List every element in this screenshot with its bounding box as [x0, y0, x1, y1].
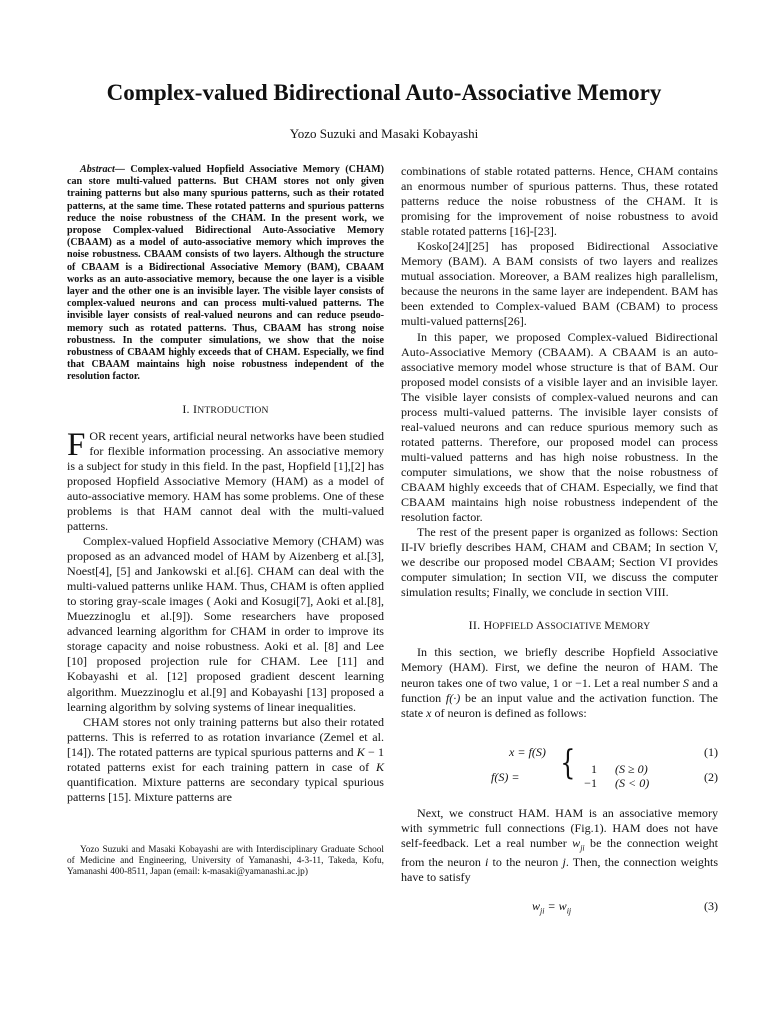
left-column [67, 164, 384, 805]
section-initial: M [604, 618, 616, 633]
ham-p1-part-a: In this section, we briefly describe Hopfield Associative Memory (HAM). First, we define the neuron of HAM. The neuron takes one of two value, 1 or −1. Let a real number [401, 645, 718, 690]
intro-p3-part-a: CHAM stores not only training patterns but also their rotated patterns. This is referred to as rotation invariance (Zemel et al.[14]). The rotated patterns are typical spurious patterns and [67, 714, 384, 759]
brace-icon: { [560, 742, 576, 783]
equation-block [401, 742, 718, 794]
intro-p3-part-b: − 1 rotated patterns exist for each training pattern in case of [67, 744, 384, 774]
intro-paragraph-1 [67, 426, 384, 534]
section-title-rest: OPFIELD [492, 621, 536, 633]
math-f: f(·) [445, 690, 461, 705]
equation-2-number: (2) [703, 769, 718, 784]
intro-paragraph-1-text: OR recent years, artificial neural networks have been studied for flexible information processing. An associative memory is a subject for study in this field. In the past, Hopfield [1],[2] has proposed Hopfield Associative Memory (HAM) as a model of auto-associative memory. HAM has some problems. One of these problems is that HAM cannot deal with the multi-valued patterns. [67, 428, 384, 533]
ham-p2-part-d: . Then, the connection weights have to satisfy [401, 855, 719, 885]
case-value: 1 [590, 761, 597, 776]
case-row-1 [577, 762, 648, 777]
math-k: K [375, 759, 384, 774]
equation-3 [401, 899, 718, 916]
case-row-2 [577, 776, 649, 791]
math-subscript: ij [566, 906, 572, 916]
equation-2-lhs: f(S) = [491, 769, 520, 784]
math-j: j [562, 855, 566, 870]
math-subscript: ji [540, 906, 545, 916]
paper-title: Complex-valued Bidirectional Auto-Associative Memory [106, 80, 662, 105]
equation-3-number: (3) [703, 899, 718, 914]
right-column [401, 164, 718, 916]
equation-3-body [532, 899, 571, 918]
math-subscript: ji [580, 843, 585, 853]
section-number: II. [468, 618, 481, 633]
intro-paragraph-4: combinations of stable rotated patterns. Hence, CHAM contains an enormous number of spurious patterns. Thus, these rotated patterns reduce the noise robustness of the CHAM. It is promising for the improvement of noise robustness to avoid stable rotated patterns [16]-[23]. [401, 164, 718, 239]
section-heading-ham [401, 618, 718, 634]
intro-paragraph-6: In this paper, we proposed Complex-valued Bidirectional Auto-Associative Memory (CBAAM). A CBAAM is an auto-associative memory model whose structure is that of BAM. Our proposed model consists of a visible layer and an invisible layer. The visible layer consists of complex-valued neurons and can process multi-valued patterns. The invisible layer consists of real-valued neurons and can reduce spurious memory such as rotated patterns. Therefore, our proposed model can process multi-valued patterns and has high noise robustness. In the computer simulations, we show that the noise robustness of CBAAM highly exceeds that of CHAM. Especially, we find that CBAAM maintains high noise robustness independent of the resolution factor. [401, 329, 718, 525]
math-i: i [485, 855, 489, 870]
math-s: S [682, 675, 689, 690]
intro-paragraph-7: The rest of the present paper is organized as follows: Section II-IV briefly describes HAM, CHAM and CBAM; In section V, we describe our proposed model CBAAM; Section VI provides computer simulation; In section VII, we discuss the computer simulation results; Finally, we conclude in section VIII. [401, 525, 718, 600]
case-value: −1 [584, 775, 597, 790]
abstract-label: Abstract [80, 164, 115, 175]
footnote: Yozo Suzuki and Masaki Kobayashi are with Interdisciplinary Graduate School of Medicine and Engineering, University of Yamanashi, 4-3-11, Takeda, Kofu, Yamanashi 400-8511, Japan (email: k-masaki@yamanashi.ac.jp) [67, 845, 384, 878]
section-title-rest: EMORY [615, 621, 651, 633]
intro-paragraph-3 [67, 715, 384, 805]
intro-paragraph-2: Complex-valued Hopfield Associative Memory (CHAM) was proposed as an advanced model of HAM by Aizenberg et al.[3], Noest[4], [5] and Jankowski et al.[6]. CHAM can deal with the multi-valued patterns unlike HAM. Thus, CHAM is often applied to storing gray-scale images ( Aoki and Kosugi[7], Aoki et al.[8], Muezzinoglu et al.[9]). Some researchers have proposed advanced learning algorithm for CHAM in order to improve its storage capacity and noise robustness. Aoki et al. [8] and Lee [10] proposed projection rule for CHAM. Lee [11] and Kobayashi et al. [12] proposed gradient descent learning algorithm. Muezzinoglu et al.[9] and Kobayashi [13] proposed a learning algorithm by solving systems of linear inequalities. [67, 534, 384, 714]
abstract-text: — Complex-valued Hopfield Associative Memory (CHAM) can store multi-valued patterns. But CHAM stores not only given training patterns but also many spurious patterns, such as their rotated patterns, at the same time. These rotated patterns and spurious patterns reduce the noise robustness of the CHAM. In the present work, we propose Complex-valued Bidirectional Auto-Associative Memory (CBAAM) as a model of auto-associative memory which improves the noise robustness. CBAAM consists of two layers. Although the structure of CBAAM is a Bidirectional Associative Memory (BAM), CBAAM works as an auto-associative memory, because the one layer is a visible layer and the other one is an invisible layer. The visible layer consists of complex-valued neurons and can process multi-valued patterns. The invisible layer consists of real-valued neurons and can reduce pseudo-memory such as rotated patterns. Thus, CBAAM has strong noise robustness. In the computer simulations, we show that the noise robustness of CBAAM highly exceeds that of CHAM. Especially, we find that CBAAM maintains high noise robustness independent of the resolution factor. [67, 164, 384, 383]
ham-p2-part-b: be the connection weight from the neuron [401, 835, 718, 870]
equation-1-body: x = f(S) [509, 744, 546, 759]
section-heading-introduction [67, 402, 384, 418]
section-title-rest: NTRODUCTION [197, 404, 269, 416]
ham-p2-part-a: Next, we construct HAM. HAM is an associative memory with symmetric full connections (Fig.1). HAM does not have self-feedback. Let a real number [401, 805, 718, 850]
ham-p1-part-d: of neuron is defined as follows: [431, 705, 587, 720]
section-initial: H [483, 618, 493, 633]
abstract [67, 164, 384, 384]
section-initial: I [192, 401, 198, 416]
ham-p1-part-b: and a function [401, 675, 718, 705]
equation-1-number: (1) [703, 744, 718, 759]
case-condition: (S < 0) [615, 775, 650, 790]
math-k: K [356, 744, 365, 759]
section-number: I. [182, 401, 190, 416]
intro-paragraph-5: Kosko[24][25] has proposed Bidirectional Associative Memory (BAM). A BAM consists of two layers and realizes mutual association. Moreover, a BAM realizes high parallelism, because the neurons in the same layer are independent. BAM has been extended to Complex-valued BAM (CBAM) to process multi-valued patterns[26]. [401, 239, 718, 329]
math-w: w [572, 835, 581, 850]
ham-paragraph-1 [401, 645, 718, 720]
drop-cap: F [67, 426, 86, 463]
ham-p1-part-c: be an input value and the activation function. The state [401, 690, 718, 720]
math-x: x [426, 705, 432, 720]
ham-p2-part-c: to the neuron [488, 855, 563, 870]
math-w: w [532, 899, 541, 914]
equation-2-cases [529, 742, 669, 794]
case-condition: (S ≥ 0) [615, 761, 648, 776]
section-title-rest: SSOCIATIVE [544, 621, 605, 633]
math-equals-w: = w [544, 899, 567, 914]
intro-p3-part-c: quantification. Mixture patterns are secondary typical spurious patterns [15]. Mixture patterns are [67, 774, 384, 804]
ham-paragraph-2 [401, 806, 718, 886]
section-initial: A [535, 618, 545, 633]
paper-authors: Yozo Suzuki and Masaki Kobayashi [289, 126, 479, 141]
